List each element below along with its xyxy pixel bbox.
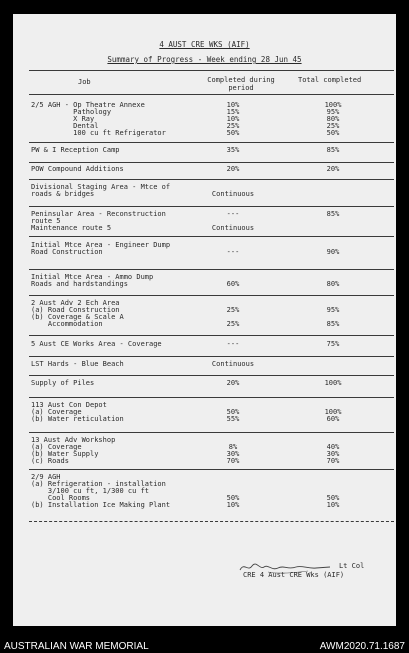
row-job: 2/5 AGH - Op Theatre Annexe Pathology X Ray Dental 100 cu ft Refrigerator (31, 101, 166, 137)
document-subtitle: Summary of Progress - Week ending 28 Jun 45 (107, 55, 302, 64)
row-completed-period: 20% (226, 379, 240, 387)
row-completed-period: 10% 15% 10% 25% 50% (226, 101, 240, 137)
document-page (13, 14, 396, 626)
row-divider (29, 295, 394, 296)
archive-reference: AWM2020.71.1687 (319, 641, 405, 652)
row-divider (29, 356, 394, 357)
row-job: LST Hards - Blue Beach (31, 360, 124, 368)
row-total-completed: 80% (326, 280, 340, 288)
row-divider (29, 142, 394, 143)
row-divider (29, 397, 394, 398)
row-divider (29, 521, 394, 522)
row-total-completed: 100% 95% 80% 25% 50% (324, 101, 342, 137)
header-completed-period: Completed during period (207, 76, 275, 92)
row-divider (29, 432, 394, 433)
row-divider (29, 269, 394, 270)
row-completed-period: Continuous (211, 190, 255, 198)
row-job: POW Compound Additions (31, 165, 124, 173)
row-job: 13 Aust Adv Workshop (a) Coverage (b) Water Supply (c) Roads (31, 436, 116, 465)
row-completed-period: --- Continuous (211, 210, 255, 232)
row-job: Initial Mtce Area - Engineer Dump Road Construction (31, 241, 171, 256)
row-job: 113 Aust Con Depot (a) Coverage (b) Water reticulation (31, 401, 124, 423)
row-job: Supply of Piles (31, 379, 95, 387)
row-divider (29, 179, 394, 180)
row-total-completed: 100% 60% (324, 408, 342, 423)
row-total-completed: 100% (324, 379, 342, 387)
row-job: Initial Mtce Area - Ammo Dump Roads and hardstandings (31, 273, 154, 288)
row-completed-period: --- (226, 340, 240, 348)
row-completed-period: Continuous (211, 360, 255, 368)
row-total-completed: 95% 85% (326, 306, 340, 328)
row-divider (29, 162, 394, 163)
signature-rank: Lt Col (339, 562, 365, 570)
row-completed-period: 8% 30% 70% (226, 443, 240, 465)
signature-title: CRE 4 Aust CRE Wks (AIF) (243, 571, 345, 579)
row-total-completed: 40% 30% 70% (326, 443, 340, 465)
row-total-completed: 20% (326, 165, 340, 173)
row-completed-period: 50% 10% (226, 494, 240, 509)
archive-name: AUSTRALIAN WAR MEMORIAL (4, 641, 149, 652)
row-job: 2 Aust Adv 2 Ech Area (a) Road Construction (b) Coverage & Scale A Accommodation (31, 299, 124, 328)
row-divider (29, 375, 394, 376)
row-completed-period: 50% 55% (226, 408, 240, 423)
row-job: 5 Aust CE Works Area - Coverage (31, 340, 162, 348)
row-job: PW & I Reception Camp (31, 146, 120, 154)
row-total-completed: 85% (326, 146, 340, 154)
table-top-rule (29, 70, 394, 71)
row-total-completed: 50% 10% (326, 494, 340, 509)
row-job: 2/9 AGH (a) Refrigeration - installation 3/100 cu ft, 1/300 cu ft Cool Rooms (b) Installation Ice Making Plant (31, 473, 171, 509)
row-completed-period: 35% (226, 146, 240, 154)
row-job: Peninsular Area - Reconstruction route 5 Maintenance route 5 (31, 210, 166, 232)
row-divider (29, 206, 394, 207)
row-total-completed: 75% (326, 340, 340, 348)
header-bottom-rule (29, 94, 394, 95)
archive-footer (0, 627, 409, 653)
header-total-completed: Total completed (298, 76, 362, 84)
row-completed-period: 25% 25% (226, 306, 240, 328)
header-job: Job (78, 78, 91, 86)
row-completed-period: --- (226, 248, 240, 256)
row-completed-period: 60% (226, 280, 240, 288)
row-divider (29, 236, 394, 237)
document-title: 4 AUST CRE WKS (AIF) (159, 40, 250, 49)
row-divider (29, 335, 394, 336)
row-total-completed: 90% (326, 248, 340, 256)
row-job: Divisional Staging Area - Mtce of roads & bridges (31, 183, 171, 198)
row-divider (29, 469, 394, 470)
row-total-completed: 85% (326, 210, 340, 218)
row-completed-period: 20% (226, 165, 240, 173)
